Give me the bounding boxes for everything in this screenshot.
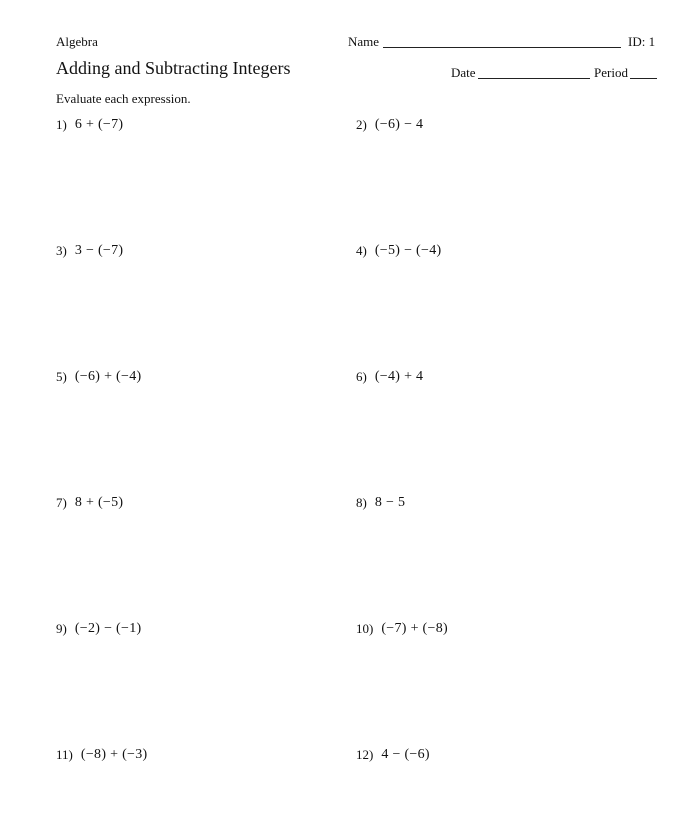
worksheet-id: ID: 1 <box>628 34 656 49</box>
problem-expression: (−6) − 4 <box>374 117 424 132</box>
date-field[interactable] <box>478 78 590 79</box>
problem-1 <box>56 117 123 133</box>
problem-3 <box>56 243 123 259</box>
problem-7 <box>56 495 123 511</box>
problem-expression: 4 − (−6) <box>381 747 430 762</box>
problem-number: 7) <box>56 495 67 510</box>
problem-number: 6) <box>356 369 367 384</box>
worksheet-title: Adding and Subtracting Integers <box>56 58 291 78</box>
name-field[interactable] <box>383 47 621 48</box>
date-label: Date <box>451 65 476 80</box>
problem-expression: (−8) + (−3) <box>80 747 148 762</box>
name-label: Name <box>348 34 380 49</box>
problem-number: 9) <box>56 621 67 636</box>
problem-number: 5) <box>56 369 67 384</box>
problem-number: 3) <box>56 243 67 258</box>
problem-11 <box>56 747 148 763</box>
problem-expression: (−2) − (−1) <box>74 621 142 636</box>
period-label: Period <box>594 65 628 80</box>
problem-expression: (−4) + 4 <box>374 369 424 384</box>
problem-number: 11) <box>56 747 73 762</box>
problem-number: 2) <box>356 117 367 132</box>
problem-number: 1) <box>56 117 67 132</box>
problem-number: 4) <box>356 243 367 258</box>
problem-expression: (−7) + (−8) <box>381 621 448 636</box>
problem-expression: 3 − (−7) <box>74 243 124 258</box>
problem-9 <box>56 621 141 637</box>
problem-expression: (−6) + (−4) <box>74 369 142 384</box>
problem-expression: 8 − 5 <box>374 495 406 510</box>
problem-8 <box>356 495 405 511</box>
problem-10 <box>356 621 448 637</box>
instructions: Evaluate each expression. <box>56 91 191 106</box>
problem-6 <box>356 369 423 385</box>
problem-2 <box>356 117 423 133</box>
problem-expression: 6 + (−7) <box>74 117 124 132</box>
subject-label: Algebra <box>56 34 98 49</box>
problem-4 <box>356 243 441 259</box>
problem-expression: 8 + (−5) <box>74 495 124 510</box>
problem-number: 12) <box>356 747 374 762</box>
problem-expression: (−5) − (−4) <box>374 243 442 258</box>
problem-12 <box>356 747 430 763</box>
problem-number: 10) <box>356 621 374 636</box>
period-field[interactable] <box>630 78 657 79</box>
problem-5 <box>56 369 141 385</box>
problem-number: 8) <box>356 495 367 510</box>
